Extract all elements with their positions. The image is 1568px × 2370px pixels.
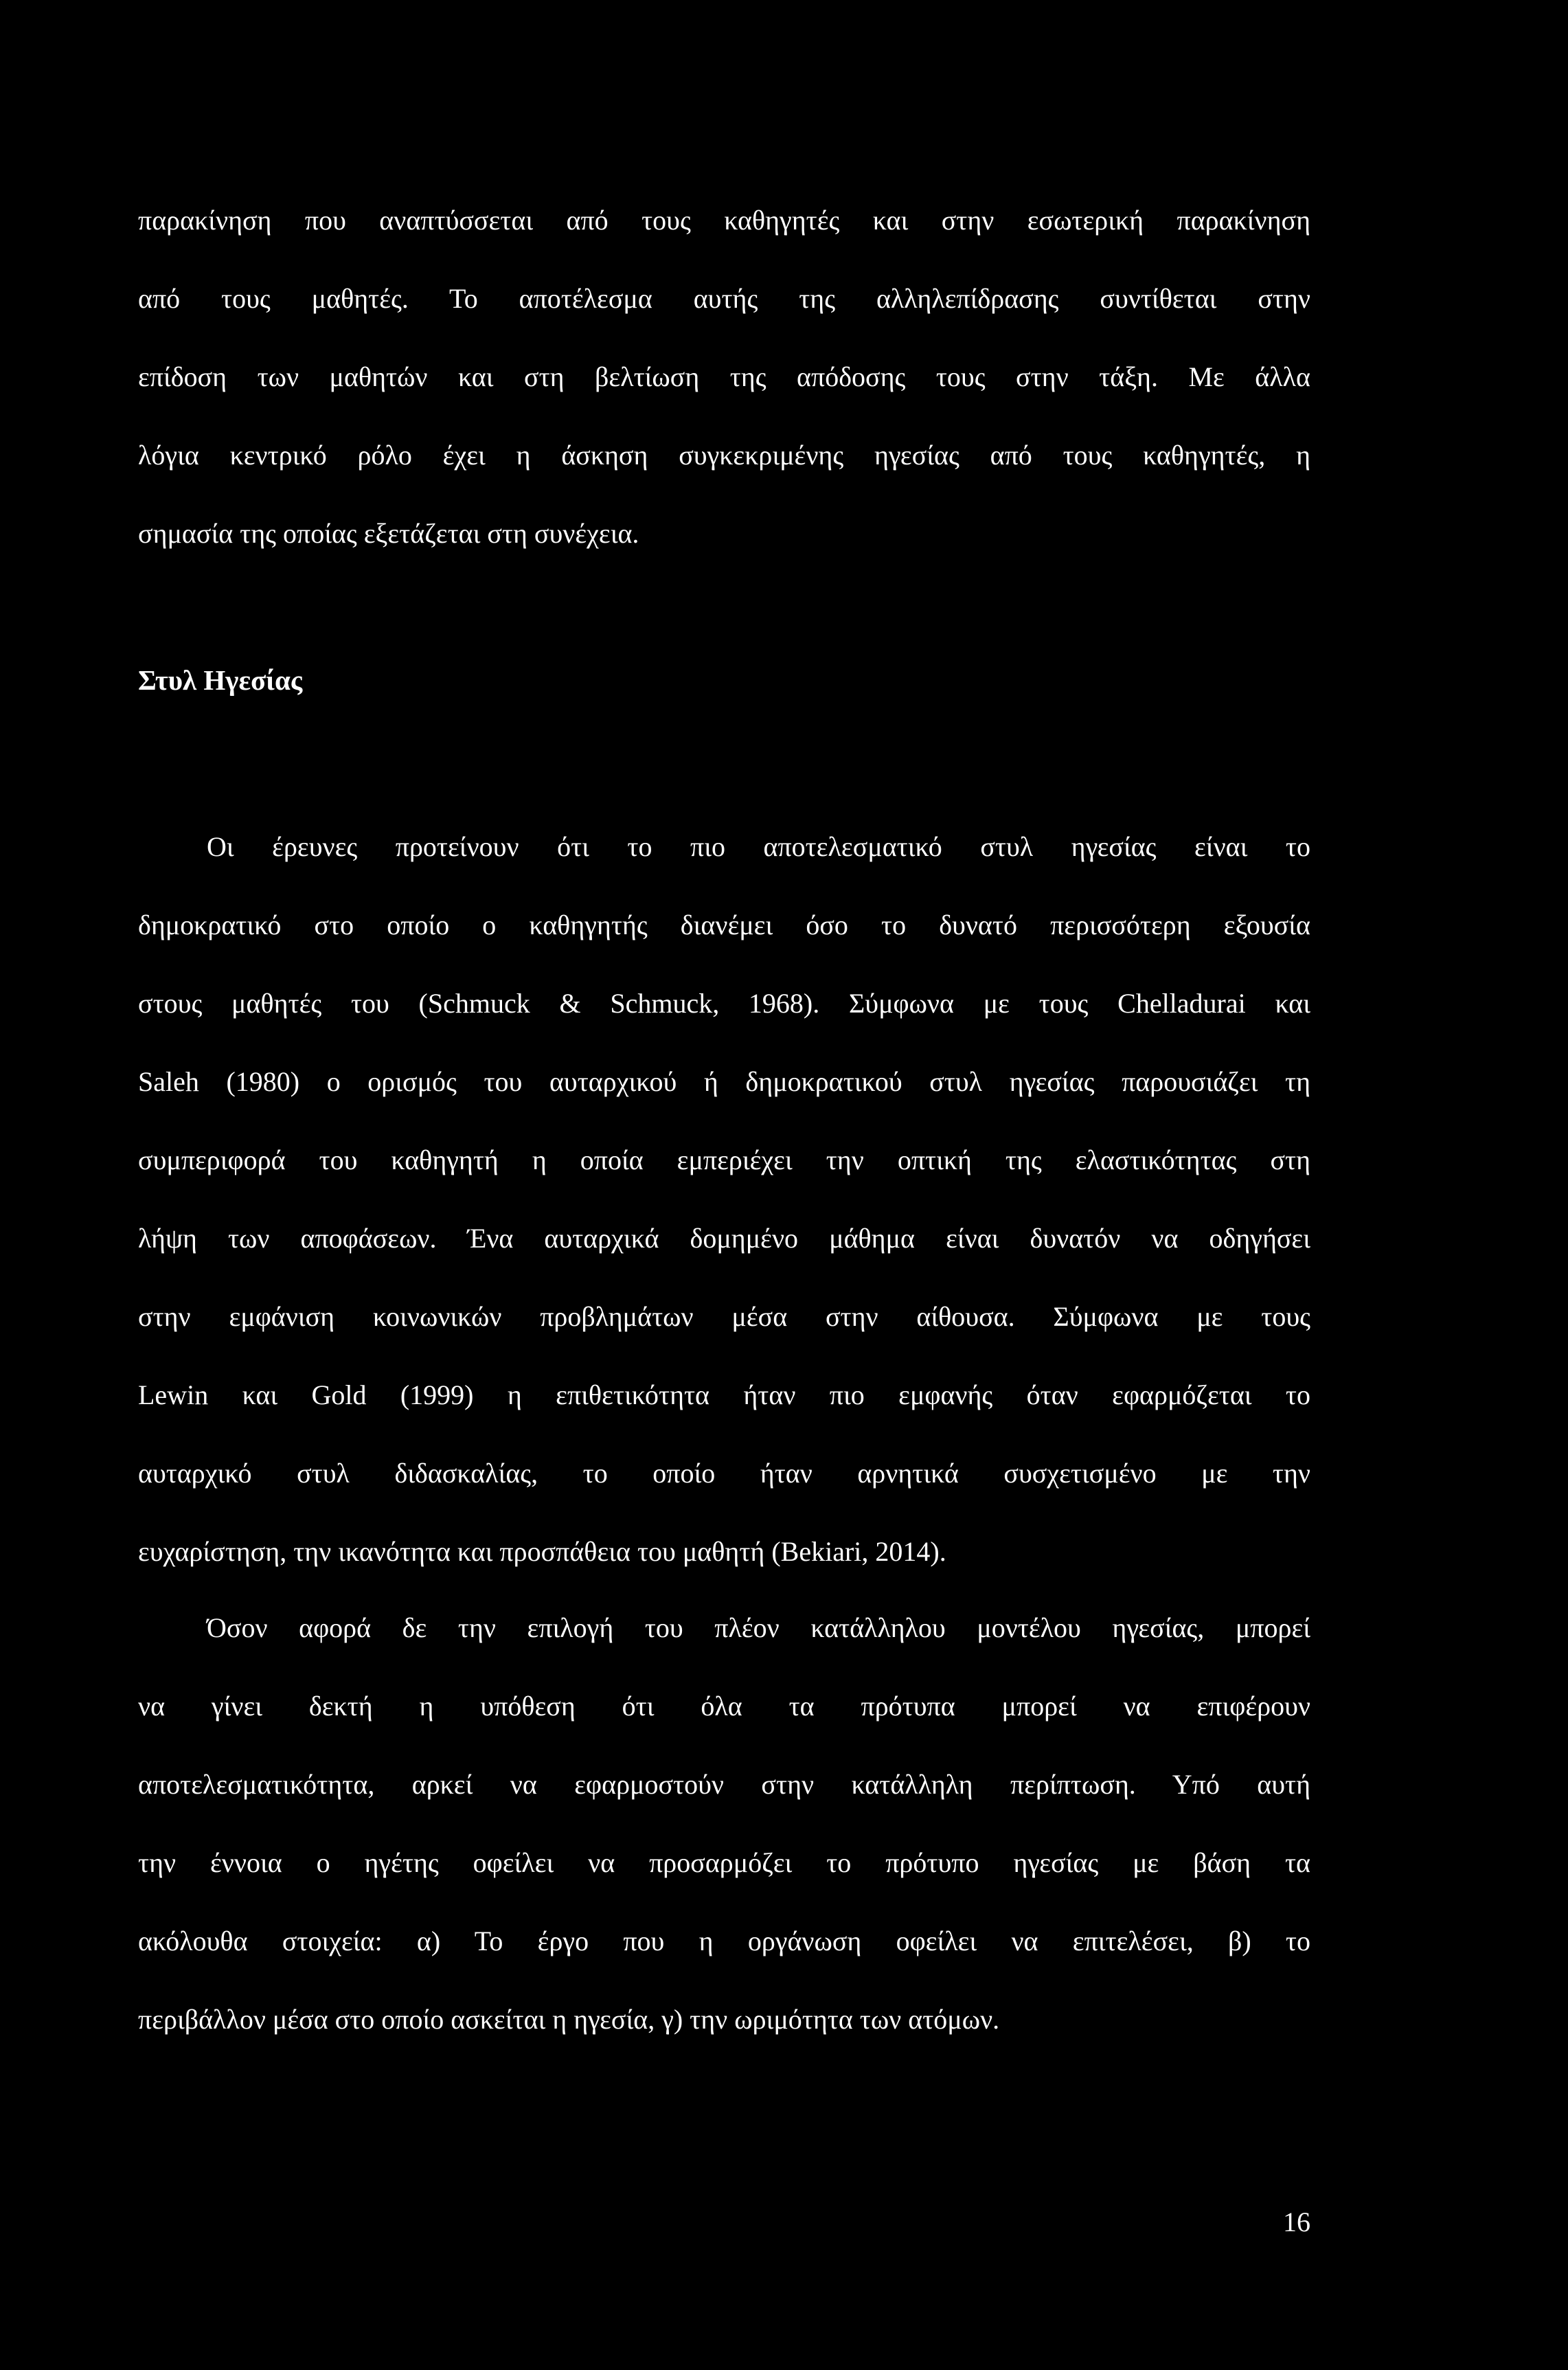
text-line: την έννοια ο ηγέτης οφείλει να προσαρμόζει το πρότυπο ηγεσίας με βάση τα <box>138 1847 1310 1878</box>
text-line: λόγια κεντρικό ρόλο έχει η άσκηση συγκεκριμένης ηγεσίας από τους καθηγητές, η <box>138 440 1310 471</box>
text-line: επίδοση των μαθητών και στη βελτίωση της απόδοσης τους στην τάξη. Με άλλα <box>138 361 1310 392</box>
paragraph-model-selection <box>138 1589 1310 2059</box>
text-line: Lewin και Gold (1999) η επιθετικότητα ήταν πιο εμφανής όταν εφαρμόζεται το <box>138 1379 1310 1410</box>
text-line: Οι έρευνες προτείνουν ότι το πιο αποτελεσματικό στυλ ηγεσίας είναι το <box>207 831 1310 862</box>
text-line: αποτελεσματικότητα, αρκεί να εφαρμοστούν στην κατάλληλη περίπτωση. Υπό αυτή <box>138 1769 1310 1800</box>
paragraph-leadership-research <box>138 808 1310 1591</box>
text-line: να γίνει δεκτή η υπόθεση ότι όλα τα πρότυπα μπορεί να επιφέρουν <box>138 1691 1310 1722</box>
paragraph-intro <box>138 181 1310 573</box>
text-line: στους μαθητές του (Schmuck & Schmuck, 1968). Σύμφωνα με τους Chelladurai και <box>138 988 1310 1019</box>
text-line: σημασία της οποίας εξετάζεται στη συνέχεια. <box>138 518 639 549</box>
text-line: Όσον αφορά δε την επιλογή του πλέον κατάλληλου μοντέλου ηγεσίας, μπορεί <box>207 1612 1310 1643</box>
text-line: συμπεριφορά του καθηγητή η οποία εμπεριέχει την οπτική της ελαστικότητας στη <box>138 1144 1310 1175</box>
text-line: λήψη των αποφάσεων. Ένα αυταρχικά δομημένο μάθημα είναι δυνατόν να οδηγήσει <box>138 1223 1310 1254</box>
text-line: ευχαρίστηση, την ικανότητα και προσπάθεια του μαθητή (Bekiari, 2014). <box>138 1536 946 1567</box>
section-heading: Στυλ Ηγεσίας <box>138 664 303 696</box>
page-number: 16 <box>1283 2207 1310 2237</box>
text-line: από τους μαθητές. Το αποτέλεσμα αυτής της αλληλεπίδρασης συντίθεται στην <box>138 283 1310 314</box>
text-line: παρακίνηση που αναπτύσσεται από τους καθηγητές και στην εσωτερική παρακίνηση <box>138 205 1310 236</box>
text-line: Saleh (1980) ο ορισμός του αυταρχικού ή δημοκρατικού στυλ ηγεσίας παρουσιάζει τη <box>138 1066 1310 1097</box>
text-line: αυταρχικό στυλ διδασκαλίας, το οποίο ήταν αρνητικά συσχετισμένο με την <box>138 1458 1310 1489</box>
text-line: στην εμφάνιση κοινωνικών προβλημάτων μέσα στην αίθουσα. Σύμφωνα με τους <box>138 1301 1310 1332</box>
text-line: δημοκρατικό στο οποίο ο καθηγητής διανέμει όσο το δυνατό περισσότερη εξουσία <box>138 910 1310 940</box>
text-line: περιβάλλον μέσα στο οποίο ασκείται η ηγεσία, γ) την ωριμότητα των ατόμων. <box>138 2004 1000 2035</box>
text-line: ακόλουθα στοιχεία: α) Το έργο που η οργάνωση οφείλει να επιτελέσει, β) το <box>138 1926 1310 1956</box>
